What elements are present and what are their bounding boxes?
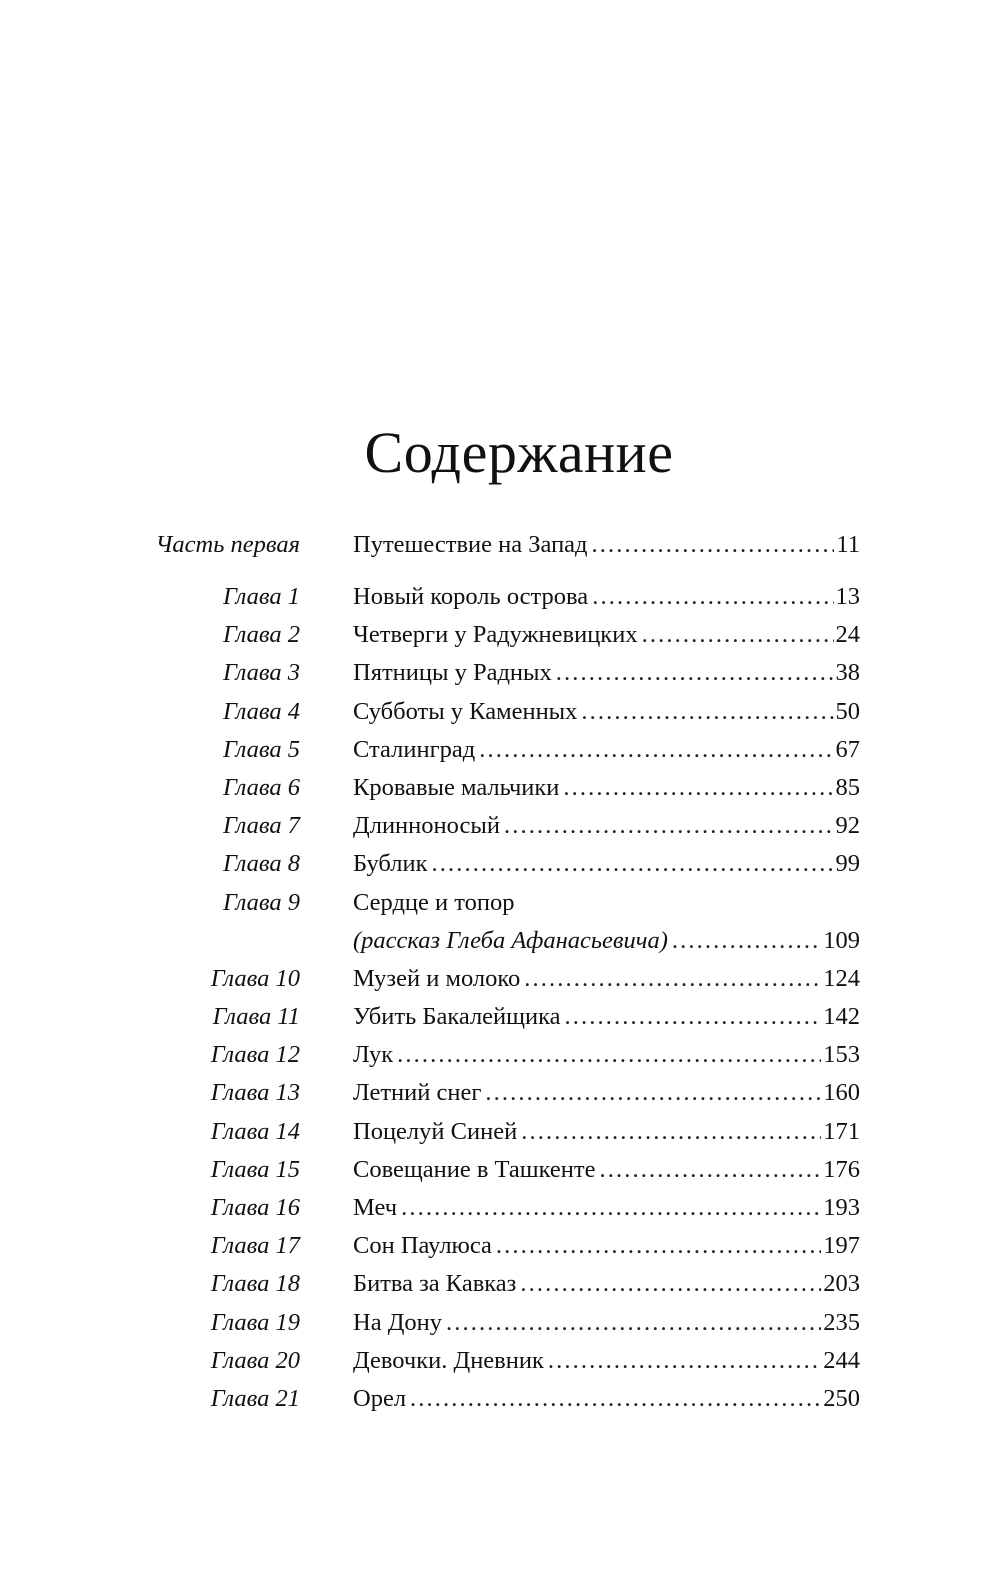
toc-row-chapter-4 [150,693,860,731]
toc-row-chapter-18 [150,1265,860,1303]
chapter-label: Глава 9 [223,888,300,916]
part-title: Путешествие на Запад [353,526,592,564]
chapter-title: Битва за Кавказ [353,1265,520,1303]
chapter-label: Глава 17 [210,1232,300,1260]
chapter-entry [353,769,860,807]
toc-row-chapter-19 [150,1304,860,1342]
chapter-entry [353,960,860,998]
toc-row-chapter-6 [150,769,860,807]
toc-row-chapter-15 [150,1151,860,1189]
chapter-entry [353,654,860,692]
page-number: 24 [834,616,861,654]
chapter-title: Пятницы у Радных [353,654,556,692]
dot-leader [431,845,833,883]
dot-leader [446,1304,821,1342]
chapter-title: Музей и молоко [353,960,524,998]
chapter-label: Глава 3 [223,659,300,687]
chapter-title: Убить Бакалейщика [353,998,565,1036]
dot-leader [520,1265,821,1303]
toc-row-chapter-10 [150,960,860,998]
dot-leader [401,1189,821,1227]
part-entry [353,526,860,564]
toc-row-chapter-20 [150,1342,860,1380]
chapter-title: Совещание в Ташкенте [353,1151,600,1189]
chapter-entry [353,998,860,1036]
chapter-label: Глава 20 [210,1346,300,1374]
page-number: 85 [834,769,861,807]
page-number: 38 [834,654,861,692]
chapter-label: Глава 6 [223,773,300,801]
dot-leader [479,731,833,769]
chapter-title: Поцелуй Синей [353,1113,521,1151]
chapter-label: Глава 15 [210,1155,300,1183]
page-title: Содержание [364,420,674,485]
chapter-subtitle: (рассказ Глеба Афанасьевича) [353,922,672,960]
chapter-entry [353,1189,860,1227]
chapter-label: Глава 16 [210,1194,300,1221]
table-of-contents [150,526,860,1418]
dot-leader [600,1151,822,1189]
page-number: 235 [821,1304,860,1342]
chapter-title: Четверги у Радужневицких [353,616,642,654]
chapter-title: Сердце и топор [353,884,519,922]
page-number: 142 [821,998,860,1036]
chapter-label: Глава 2 [223,621,300,649]
page-number: 171 [821,1113,860,1151]
dot-leader [642,616,834,654]
chapter-title: На Дону [353,1304,446,1342]
page-number: 50 [834,693,861,731]
toc-row-chapter-1 [150,578,860,616]
chapter-entry [353,616,860,654]
chapter-label: Глава 8 [223,850,300,878]
chapter-label: Глава 14 [210,1117,300,1145]
toc-row-chapter-9 [150,884,860,922]
part-label: Часть первая [155,531,300,558]
chapter-title: Субботы у Каменных [353,693,581,731]
dot-leader [592,526,835,564]
toc-row-chapter-16 [150,1189,860,1227]
chapter-entry [353,1227,860,1265]
chapter-label: Глава 5 [223,735,300,763]
chapter-entry [353,1074,860,1112]
dot-leader [504,807,834,845]
dot-leader [524,960,821,998]
page-number: 153 [821,1036,860,1074]
toc-row-chapter-14 [150,1113,860,1151]
chapter-entry [353,884,860,922]
dot-leader [672,922,821,960]
dot-leader [397,1036,821,1074]
toc-part-row [150,526,860,578]
toc-row-chapter-17 [150,1227,860,1265]
chapter-title: Новый король острова [353,578,592,616]
dot-leader [565,998,822,1036]
page-number: 250 [821,1380,860,1418]
dot-leader [496,1227,821,1265]
chapter-label: Глава 21 [210,1384,300,1412]
chapter-entry [353,1113,860,1151]
dot-leader [581,693,833,731]
chapter-label: Глава 13 [210,1079,300,1107]
page-number: 99 [834,845,861,883]
page-number: 11 [834,526,860,564]
chapter-title: Бублик [353,845,431,883]
page-number: 203 [821,1265,860,1303]
chapter-title: Лук [353,1036,397,1074]
chapter-entry [353,1151,860,1189]
chapter-title: Сталинград [353,731,479,769]
chapter-label: Глава 19 [210,1308,300,1336]
toc-row-chapter-9-continued [150,922,860,960]
chapter-entry [353,693,860,731]
chapter-title: Кровавые мальчики [353,769,563,807]
chapter-entry [353,1304,860,1342]
page-number: 193 [821,1189,860,1227]
dot-leader [563,769,833,807]
chapter-title: Девочки. Дневник [353,1342,548,1380]
chapter-entry [353,578,860,616]
page-number: 244 [821,1342,860,1380]
chapter-title: Длинноносый [353,807,504,845]
chapter-entry [353,1036,860,1074]
toc-row-chapter-2 [150,616,860,654]
page-number: 160 [821,1074,860,1112]
toc-row-chapter-8 [150,845,860,883]
dot-leader [556,654,834,692]
chapter-entry [353,807,860,845]
toc-row-chapter-13 [150,1074,860,1112]
toc-row-chapter-3 [150,654,860,692]
chapter-label: Глава 4 [223,697,300,725]
chapter-label: Глава 11 [212,1003,300,1031]
toc-row-chapter-7 [150,807,860,845]
page-number: 124 [821,960,860,998]
toc-row-chapter-21 [150,1380,860,1418]
page-number: 67 [834,731,861,769]
chapter-label: Глава 1 [223,583,300,610]
chapter-entry [353,1342,860,1380]
chapter-entry [353,731,860,769]
dot-leader [548,1342,821,1380]
chapter-title: Сон Паулюса [353,1227,496,1265]
chapter-title: Орел [353,1380,410,1418]
toc-row-chapter-5 [150,731,860,769]
toc-row-chapter-12 [150,1036,860,1074]
page-number: 109 [821,922,860,960]
toc-row-chapter-11 [150,998,860,1036]
chapter-title: Меч [353,1189,401,1227]
chapter-entry [353,845,860,883]
dot-leader [592,578,833,616]
chapter-entry [353,1380,860,1418]
dot-leader [521,1113,821,1151]
page-number: 176 [821,1151,860,1189]
chapter-label: Глава 12 [210,1041,300,1069]
page-number: 13 [834,578,861,616]
chapter-label: Глава 10 [210,964,300,992]
chapter-entry [353,922,860,960]
chapter-label: Глава 18 [210,1270,300,1298]
chapter-title: Летний снег [353,1074,485,1112]
page-number: 92 [834,807,861,845]
page-number: 197 [821,1227,860,1265]
dot-leader [410,1380,821,1418]
chapter-entry [353,1265,860,1303]
chapter-label: Глава 7 [223,812,300,840]
dot-leader [485,1074,821,1112]
